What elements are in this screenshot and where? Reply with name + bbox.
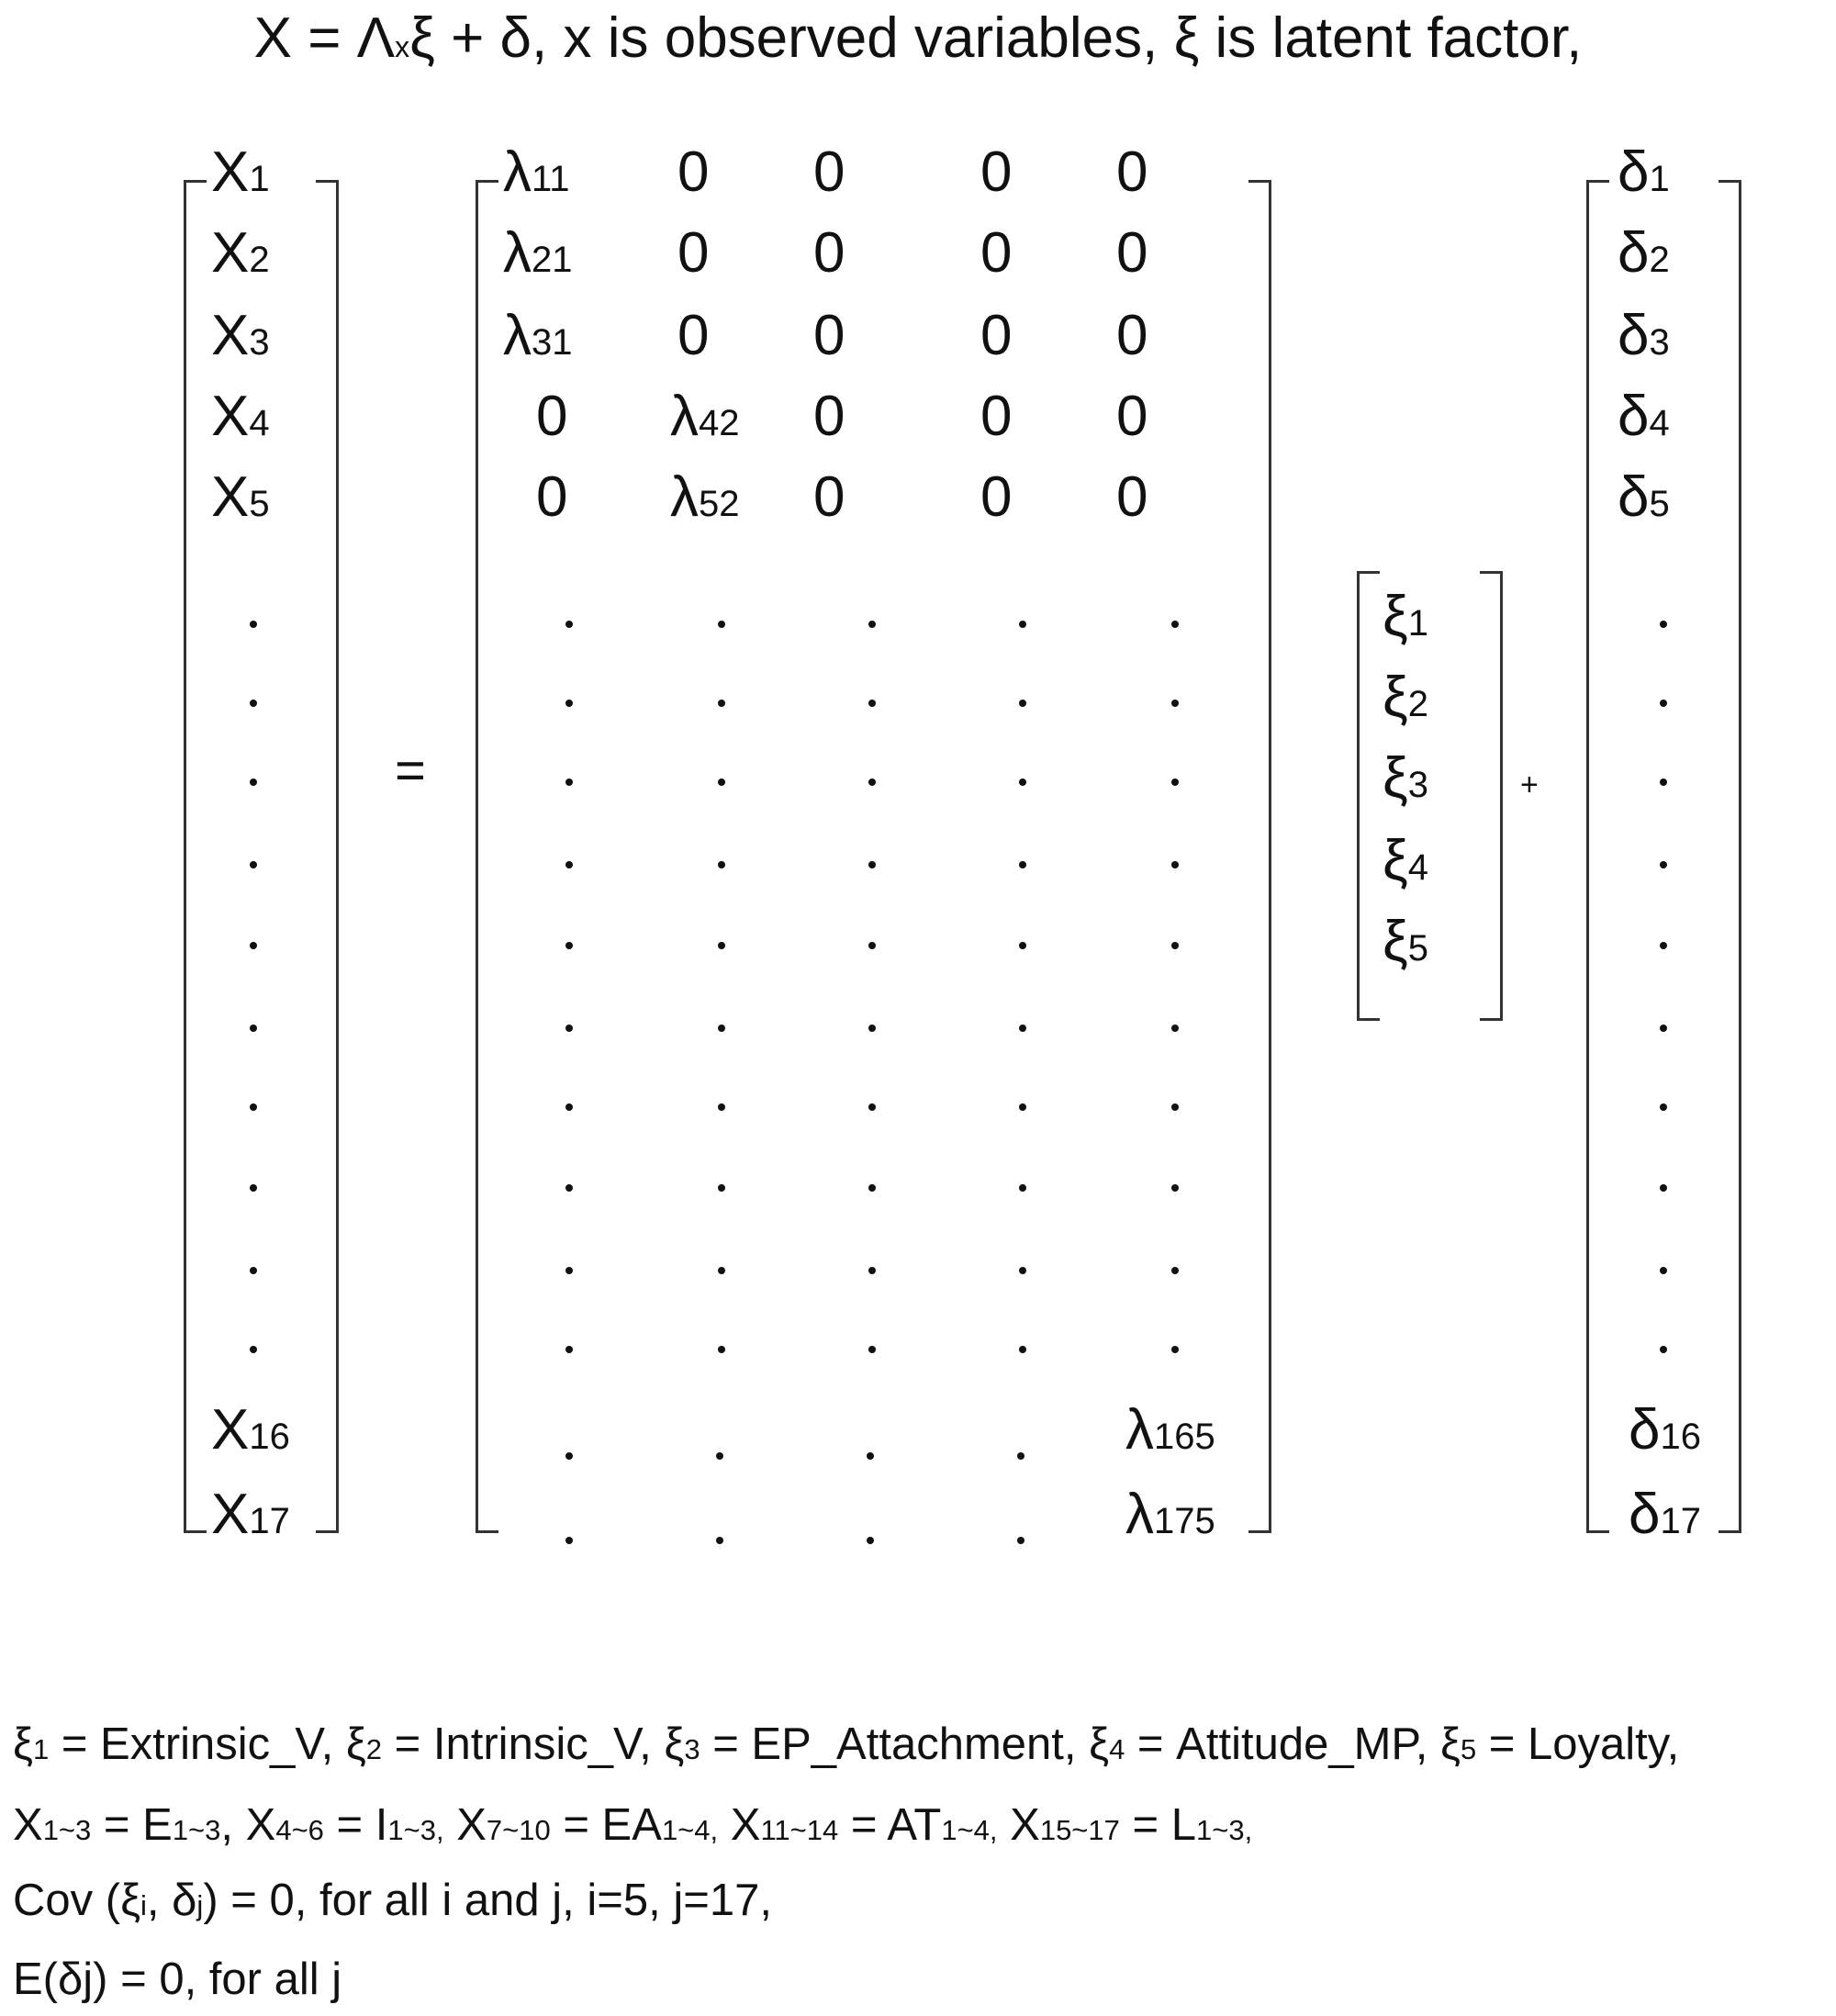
lambda-matrix-ellipsis-dot (1171, 1346, 1179, 1353)
lambda-matrix-entry: 0 (980, 304, 1013, 367)
footnote-line: X1~3 = E1~3, X4~6 = I1~3, X7~10 = EA1~4, X11~14 = AT1~4, X15~17 = L1~3, (13, 1800, 1253, 1850)
lambda-matrix-ellipsis-dot (718, 1025, 725, 1032)
lambda-matrix-entry: 0 (1116, 304, 1148, 367)
delta-vector-ellipsis-dot (1660, 1025, 1667, 1032)
x-vector-right-bracket (316, 180, 339, 1533)
lambda-matrix-ellipsis-dot (868, 861, 876, 868)
lambda-matrix-ellipsis-dot (718, 861, 725, 868)
lambda-matrix-ellipsis-dot (1019, 861, 1026, 868)
lambda-matrix-ellipsis-dot (868, 700, 876, 707)
x-vector-entry: X2 (211, 221, 270, 285)
delta-vector-entry: δ3 (1618, 304, 1670, 367)
lambda-matrix-ellipsis-dot (565, 1537, 573, 1544)
xi-vector-right-bracket (1480, 571, 1503, 1021)
lambda-matrix-ellipsis-dot (1019, 621, 1026, 628)
lambda-matrix-ellipsis-dot (1019, 700, 1026, 707)
lambda-matrix-ellipsis-dot (867, 1452, 874, 1460)
lambda-matrix-entry: λ175 (1125, 1483, 1215, 1546)
xi-vector-entry: ξ2 (1383, 666, 1429, 729)
lambda-matrix-ellipsis-dot (565, 1346, 573, 1353)
lambda-matrix-entry: 0 (1116, 221, 1148, 285)
equals-sign: = (395, 741, 426, 801)
xi-vector-entry: ξ5 (1383, 910, 1429, 973)
x-vector-entry: X17 (211, 1483, 290, 1546)
x-vector-left-bracket (184, 180, 207, 1533)
lambda-matrix-entry: 0 (813, 221, 845, 285)
lambda-matrix-entry: λ21 (503, 221, 573, 285)
lambda-matrix-entry: 0 (677, 221, 710, 285)
delta-vector-ellipsis-dot (1660, 861, 1667, 868)
lambda-matrix-ellipsis-dot (718, 1267, 725, 1274)
delta-vector-ellipsis-dot (1660, 621, 1667, 628)
lambda-matrix-ellipsis-dot (565, 1452, 573, 1460)
lambda-matrix-ellipsis-dot (1017, 1537, 1024, 1544)
delta-vector-ellipsis-dot (1660, 1346, 1667, 1353)
lambda-matrix-entry: 0 (813, 304, 845, 367)
x-vector-entry: X16 (211, 1398, 290, 1462)
lambda-matrix-ellipsis-dot (1171, 700, 1179, 707)
delta-vector-ellipsis-dot (1660, 942, 1667, 949)
lambda-matrix-entry: 0 (536, 385, 568, 448)
lambda-matrix-ellipsis-dot (868, 1346, 876, 1353)
x-vector-ellipsis-dot (250, 700, 257, 707)
plus-sign: + (1520, 767, 1539, 802)
lambda-matrix-ellipsis-dot (868, 942, 876, 949)
footnote-line: Cov (ξi, δj) = 0, for all i and j, i=5, j=17, (13, 1876, 772, 1925)
lambda-matrix-ellipsis-dot (868, 1103, 876, 1111)
lambda-matrix-entry: λ52 (670, 465, 740, 529)
lambda-matrix-ellipsis-dot (565, 778, 573, 786)
lambda-matrix-entry: 0 (980, 465, 1013, 529)
lambda-matrix-ellipsis-dot (1171, 778, 1179, 786)
title-part: X = Λ (253, 6, 396, 70)
x-vector-ellipsis-dot (250, 778, 257, 786)
x-vector-ellipsis-dot (250, 1184, 257, 1192)
x-vector-ellipsis-dot (250, 1267, 257, 1274)
delta-vector-entry: δ1 (1618, 140, 1670, 204)
lambda-matrix-ellipsis-dot (867, 1537, 874, 1544)
x-vector-ellipsis-dot (250, 942, 257, 949)
lambda-matrix-ellipsis-dot (1019, 1267, 1026, 1274)
lambda-matrix-ellipsis-dot (1019, 1184, 1026, 1192)
lambda-matrix-ellipsis-dot (718, 1346, 725, 1353)
lambda-matrix-ellipsis-dot (1171, 621, 1179, 628)
lambda-matrix-ellipsis-dot (1019, 1346, 1026, 1353)
lambda-matrix-ellipsis-dot (1019, 1025, 1026, 1032)
lambda-matrix-left-bracket (476, 180, 498, 1533)
lambda-matrix-entry: 0 (677, 140, 710, 204)
lambda-matrix-ellipsis-dot (1171, 861, 1179, 868)
lambda-matrix-ellipsis-dot (565, 1103, 573, 1111)
lambda-matrix-ellipsis-dot (1171, 1184, 1179, 1192)
lambda-matrix-entry: λ165 (1125, 1398, 1215, 1462)
lambda-matrix-entry: 0 (536, 465, 568, 529)
lambda-matrix-ellipsis-dot (718, 778, 725, 786)
lambda-matrix-ellipsis-dot (1171, 1103, 1179, 1111)
xi-vector-entry: ξ1 (1383, 585, 1429, 648)
x-vector-entry: X4 (211, 385, 270, 448)
x-vector-entry: X3 (211, 304, 270, 367)
lambda-matrix-ellipsis-dot (1171, 942, 1179, 949)
delta-vector-right-bracket (1718, 180, 1741, 1533)
lambda-matrix-ellipsis-dot (868, 1184, 876, 1192)
lambda-matrix-right-bracket (1248, 180, 1271, 1533)
lambda-matrix-ellipsis-dot (716, 1452, 723, 1460)
lambda-matrix-ellipsis-dot (1019, 778, 1026, 786)
delta-vector-ellipsis-dot (1660, 700, 1667, 707)
footnote-line: E(δj) = 0, for all j (13, 1954, 342, 2004)
lambda-matrix-ellipsis-dot (716, 1537, 723, 1544)
x-vector-ellipsis-dot (250, 1346, 257, 1353)
delta-vector-entry: δ16 (1629, 1398, 1702, 1462)
lambda-matrix-ellipsis-dot (565, 861, 573, 868)
delta-vector-ellipsis-dot (1660, 1184, 1667, 1192)
x-vector-ellipsis-dot (250, 861, 257, 868)
x-vector-entry: X1 (211, 140, 270, 204)
x-vector-entry: X5 (211, 465, 270, 529)
lambda-matrix-entry: 0 (1116, 465, 1148, 529)
lambda-matrix-ellipsis-dot (1019, 1103, 1026, 1111)
lambda-matrix-ellipsis-dot (1017, 1452, 1024, 1460)
lambda-matrix-entry: 0 (813, 140, 845, 204)
lambda-matrix-ellipsis-dot (718, 942, 725, 949)
xi-vector-left-bracket (1357, 571, 1380, 1021)
delta-vector-ellipsis-dot (1660, 1267, 1667, 1274)
lambda-matrix-ellipsis-dot (1171, 1267, 1179, 1274)
lambda-matrix-entry: 0 (980, 140, 1013, 204)
lambda-matrix-ellipsis-dot (565, 1025, 573, 1032)
delta-vector-ellipsis-dot (1660, 778, 1667, 786)
lambda-matrix-ellipsis-dot (868, 1267, 876, 1274)
lambda-matrix-ellipsis-dot (565, 942, 573, 949)
lambda-matrix-ellipsis-dot (718, 621, 725, 628)
lambda-matrix-ellipsis-dot (565, 1267, 573, 1274)
lambda-matrix-entry: λ31 (503, 304, 573, 367)
lambda-matrix-entry: 0 (813, 465, 845, 529)
lambda-matrix-entry: λ42 (670, 385, 740, 448)
x-vector-ellipsis-dot (250, 621, 257, 628)
x-vector-ellipsis-dot (250, 1103, 257, 1111)
x-vector-ellipsis-dot (250, 1025, 257, 1032)
delta-vector-entry: δ5 (1618, 465, 1670, 529)
lambda-matrix-ellipsis-dot (718, 700, 725, 707)
xi-vector-entry: ξ4 (1383, 829, 1429, 892)
lambda-matrix-ellipsis-dot (868, 778, 876, 786)
lambda-matrix-ellipsis-dot (1019, 942, 1026, 949)
delta-vector-entry: δ17 (1629, 1483, 1702, 1546)
title-part: ξ + δ, x is observed variables, ξ is latent factor, (409, 6, 1583, 70)
lambda-matrix-entry: 0 (1116, 385, 1148, 448)
lambda-matrix-ellipsis-dot (868, 1025, 876, 1032)
lambda-matrix-entry: 0 (1116, 140, 1148, 204)
lambda-matrix-ellipsis-dot (565, 1184, 573, 1192)
title-subscript: x (395, 30, 410, 63)
delta-vector-entry: δ2 (1618, 221, 1670, 285)
equation-title (0, 4, 1836, 82)
lambda-matrix-entry: 0 (677, 304, 710, 367)
lambda-matrix-entry: λ11 (503, 140, 570, 204)
delta-vector-ellipsis-dot (1660, 1103, 1667, 1111)
lambda-matrix-entry: 0 (813, 385, 845, 448)
xi-vector-entry: ξ3 (1383, 746, 1429, 810)
footnote-line: ξ1 = Extrinsic_V, ξ2 = Intrinsic_V, ξ3 = EP_Attachment, ξ4 = Attitude_MP, ξ5 = Loyalty, (13, 1719, 1680, 1769)
delta-vector-entry: δ4 (1618, 385, 1670, 448)
lambda-matrix-ellipsis-dot (868, 621, 876, 628)
delta-vector-left-bracket (1586, 180, 1609, 1533)
lambda-matrix-ellipsis-dot (565, 700, 573, 707)
lambda-matrix-ellipsis-dot (718, 1184, 725, 1192)
lambda-matrix-entry: 0 (980, 221, 1013, 285)
lambda-matrix-ellipsis-dot (718, 1103, 725, 1111)
lambda-matrix-ellipsis-dot (565, 621, 573, 628)
lambda-matrix-ellipsis-dot (1171, 1025, 1179, 1032)
lambda-matrix-entry: 0 (980, 385, 1013, 448)
